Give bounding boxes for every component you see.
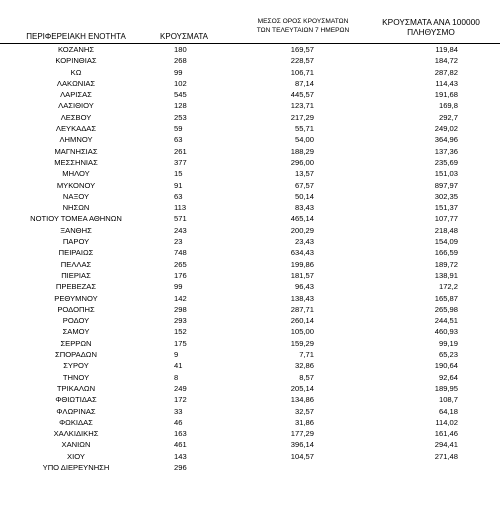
cell-region: ΜΕΣΣΗΝΙΑΣ — [54, 157, 98, 167]
table-row — [0, 225, 504, 236]
header-cases-per-100k — [366, 18, 496, 37]
table-row — [0, 383, 504, 394]
cell-region: ΛΑΣΙΘΙΟΥ — [58, 101, 94, 111]
cell-cases: 571 — [174, 214, 187, 224]
cell-cases-per-100k: 460,93 — [434, 327, 458, 337]
cell-cases-per-100k: 107,77 — [434, 214, 458, 224]
cell-cases: 99 — [174, 67, 183, 77]
cell-7day-average: 169,57 — [290, 45, 314, 54]
cell-cases-per-100k: 114,02 — [435, 417, 458, 427]
cell-cases-per-100k: 287,82 — [434, 67, 458, 77]
cell-cases: 8 — [174, 372, 179, 382]
cell-cases-per-100k: 189,95 — [434, 383, 458, 393]
cell-cases: 265 — [174, 259, 187, 269]
cell-7day-average: 287,71 — [290, 304, 314, 314]
cell-cases: 253 — [174, 112, 187, 122]
cell-7day-average: 13,57 — [294, 169, 314, 179]
cell-cases: 152 — [174, 327, 187, 337]
cell-cases: 249 — [174, 383, 187, 393]
cell-7day-average: 134,86 — [290, 395, 314, 405]
table-row — [0, 338, 504, 349]
table-row — [0, 89, 504, 100]
cell-cases: 163 — [174, 429, 187, 439]
cell-region: ΣΠΟΡΑΔΩΝ — [55, 350, 97, 360]
cell-cases-per-100k: 218,48 — [434, 225, 458, 235]
table-row — [0, 270, 504, 281]
cell-cases-per-100k: 244,51 — [434, 316, 458, 326]
cell-cases-per-100k: 189,72 — [434, 259, 458, 269]
table-row — [0, 236, 504, 247]
cell-7day-average: 87,14 — [294, 78, 314, 88]
cell-region: ΦΘΙΩΤΙΔΑΣ — [55, 395, 97, 405]
cell-cases: 293 — [174, 316, 187, 326]
cell-cases: 102 — [174, 78, 187, 88]
cell-7day-average: 83,43 — [294, 203, 314, 213]
cell-cases: 298 — [174, 304, 187, 314]
cell-7day-average: 105,00 — [290, 327, 314, 337]
cell-cases-per-100k: 166,59 — [434, 248, 458, 258]
cell-cases-per-100k: 151,03 — [434, 169, 458, 179]
table-row — [0, 281, 504, 292]
cell-region: ΚΟΡΙΝΘΙΑΣ — [55, 56, 97, 66]
cell-cases-per-100k: 137,36 — [434, 146, 458, 156]
cell-cases-per-100k: 184,72 — [434, 56, 458, 66]
header-7day-average-line2: ΤΩΝ ΤΕΛΕΥΤΑΙΩΝ 7 ΗΜΕΡΩΝ — [256, 26, 350, 34]
cell-cases: 268 — [174, 56, 187, 66]
cell-cases: 296 — [174, 462, 187, 472]
cell-cases-per-100k: 265,98 — [434, 304, 458, 314]
cell-cases-per-100k: 169,8 — [438, 101, 458, 111]
cell-cases: 461 — [174, 440, 187, 450]
cell-7day-average: 23,43 — [294, 237, 314, 247]
cell-7day-average: 8,57 — [299, 372, 314, 382]
cell-7day-average: 260,14 — [290, 316, 314, 326]
cell-cases-per-100k: 154,09 — [434, 237, 458, 247]
cell-cases-per-100k: 92,64 — [438, 372, 458, 382]
cell-region: ΛΑΚΩΝΙΑΣ — [56, 78, 96, 88]
cell-7day-average: 32,57 — [294, 406, 314, 416]
cell-region: ΛΑΡΙΣΑΣ — [60, 90, 92, 100]
table-row — [0, 146, 504, 157]
cell-region: ΚΩ — [70, 67, 82, 77]
cell-region: ΦΩΚΙΔΑΣ — [59, 417, 93, 427]
table-row — [0, 259, 504, 270]
table-row — [0, 134, 504, 145]
cell-region: ΜΗΛΟΥ — [62, 169, 90, 179]
cell-cases: 33 — [174, 406, 183, 416]
cell-region: ΠΕΛΛΑΣ — [60, 259, 92, 269]
cell-region: ΤΡΙΚΑΛΩΝ — [56, 383, 96, 393]
cell-region: ΞΑΝΘΗΣ — [60, 225, 92, 235]
table-row — [0, 55, 504, 66]
cell-region: ΡΟΔΟΥ — [62, 316, 90, 326]
header-cases-per-100k-line2: ΠΛΗΘΥΣΜΟ — [407, 26, 455, 37]
cell-region: ΧΑΛΚΙΔΙΚΗΣ — [53, 429, 99, 439]
cell-7day-average: 205,14 — [290, 383, 314, 393]
cell-region: ΣΑΜΟΥ — [62, 327, 90, 337]
cell-cases-per-100k: 191,68 — [434, 90, 458, 100]
cell-7day-average: 31,86 — [294, 417, 314, 427]
cell-7day-average: 54,00 — [294, 135, 314, 145]
cell-cases: 172 — [174, 395, 187, 405]
cell-cases-per-100k: 165,87 — [434, 293, 458, 303]
cell-region: ΠΕΙΡΑΙΩΣ — [58, 248, 94, 258]
cell-cases-per-100k: 114,43 — [435, 78, 458, 88]
cell-cases-per-100k: 65,23 — [438, 350, 458, 360]
table-row — [0, 304, 504, 315]
cell-cases-per-100k: 64,18 — [438, 406, 458, 416]
cell-cases-per-100k: 292,7 — [438, 112, 458, 122]
cell-7day-average: 200,29 — [290, 225, 314, 235]
table-row — [0, 213, 504, 224]
cell-7day-average: 123,71 — [290, 101, 314, 111]
cell-region: ΛΕΥΚΑΔΑΣ — [55, 124, 97, 134]
cell-region: ΠΑΡΟΥ — [62, 237, 90, 247]
cell-cases: 128 — [174, 101, 187, 111]
header-7day-average — [240, 18, 366, 35]
cell-7day-average: 50,14 — [294, 191, 314, 201]
cell-cases: 63 — [174, 135, 183, 145]
cell-region: ΝΑΞΟΥ — [62, 191, 90, 201]
cell-7day-average: 55,71 — [294, 124, 314, 134]
cell-7day-average: 228,57 — [290, 56, 314, 66]
table-row — [0, 417, 504, 428]
table-row — [0, 100, 504, 111]
cell-cases-per-100k: 271,48 — [434, 451, 458, 461]
cell-cases: 46 — [174, 417, 183, 427]
cell-7day-average: 7,71 — [299, 350, 314, 360]
cell-cases-per-100k: 172,2 — [438, 282, 458, 292]
cell-region: ΡΕΘΥΜΝΟΥ — [54, 293, 98, 303]
table-row — [0, 428, 504, 439]
cell-7day-average: 296,00 — [290, 157, 314, 167]
header-cases: ΚΡΟΥΣΜΑΤΑ — [160, 32, 208, 41]
cell-region: ΝΗΣΩΝ — [62, 203, 90, 213]
table-row — [0, 372, 504, 383]
table-row — [0, 202, 504, 213]
table-row — [0, 360, 504, 371]
table-row — [0, 326, 504, 337]
cell-cases-per-100k: 249,02 — [434, 124, 458, 134]
table-row — [0, 157, 504, 168]
table-row — [0, 406, 504, 417]
cell-region: ΣΕΡΡΩΝ — [60, 338, 92, 348]
header-region: ΠΕΡΙΦΕΡΕΙΑΚΗ ΕΝΟΤΗΤΑ — [26, 32, 126, 41]
table-row — [0, 349, 504, 360]
cell-7day-average: 199,86 — [290, 259, 314, 269]
header-cases-per-100k-line1: ΚΡΟΥΣΜΑΤΑ ΑΝΑ 100000 — [382, 17, 480, 27]
table-row — [0, 78, 504, 89]
cell-region: ΧΑΝΙΩΝ — [61, 440, 91, 450]
table-row — [0, 451, 504, 462]
cell-cases: 63 — [174, 191, 183, 201]
cell-7day-average: 396,14 — [290, 440, 314, 450]
cell-region: ΜΑΓΝΗΣΙΑΣ — [54, 146, 98, 156]
table-row — [0, 180, 504, 191]
cell-cases: 143 — [174, 451, 187, 461]
cell-7day-average: 188,29 — [290, 146, 314, 156]
table-row — [0, 462, 504, 473]
cell-region: ΛΗΜΝΟΥ — [59, 135, 93, 145]
cell-cases: 175 — [174, 338, 187, 348]
cell-region: ΛΕΣΒΟΥ — [60, 112, 92, 122]
cell-region: ΡΟΔΟΠΗΣ — [57, 304, 95, 314]
cell-region: ΠΙΕΡΙΑΣ — [61, 270, 91, 280]
cell-cases-per-100k: 151,37 — [434, 203, 458, 213]
cell-7day-average: 67,57 — [294, 180, 314, 190]
table-row — [0, 112, 504, 123]
header-7day-average-line1: ΜΕΣΟΣ ΟΡΟΣ ΚΡΟΥΣΜΑΤΩΝ — [257, 18, 349, 25]
cell-cases: 91 — [174, 180, 183, 190]
table-row — [0, 315, 504, 326]
cell-region: ΧΙΟΥ — [67, 451, 85, 461]
cell-cases-per-100k: 119,84 — [435, 45, 458, 54]
cell-cases-per-100k: 302,35 — [434, 191, 458, 201]
cell-region: ΚΟΖΑΝΗΣ — [57, 45, 95, 54]
cell-cases-per-100k: 190,64 — [434, 361, 458, 371]
table-row — [0, 44, 504, 55]
cell-cases: 41 — [174, 361, 183, 371]
cell-cases: 261 — [174, 146, 187, 156]
cell-7day-average: 138,43 — [290, 293, 314, 303]
table-row — [0, 67, 504, 78]
cell-cases: 99 — [174, 282, 183, 292]
cell-region: ΜΥΚΟΝΟΥ — [56, 180, 96, 190]
cell-cases-per-100k: 138,91 — [434, 270, 458, 280]
cell-7day-average: 217,29 — [290, 112, 314, 122]
table-row — [0, 293, 504, 304]
cell-cases: 9 — [174, 350, 179, 360]
cell-cases: 377 — [174, 157, 187, 167]
cell-cases: 142 — [174, 293, 187, 303]
cell-7day-average: 177,29 — [290, 429, 314, 439]
cell-region: ΣΥΡΟΥ — [63, 361, 89, 371]
cell-7day-average: 445,57 — [290, 90, 314, 100]
cell-cases: 545 — [174, 90, 187, 100]
cell-cases: 748 — [174, 248, 187, 258]
table-body — [0, 44, 504, 473]
cell-cases-per-100k: 235,69 — [434, 157, 458, 167]
cell-region: ΝΟΤΙΟΥ ΤΟΜΕΑ ΑΘΗΝΩΝ — [30, 214, 122, 224]
cell-cases-per-100k: 161,46 — [434, 429, 458, 439]
cell-region: ΦΛΩΡΙΝΑΣ — [56, 406, 96, 416]
cell-region: ΥΠΟ ΔΙΕΡΕΥΝΗΣΗ — [42, 462, 110, 472]
table-row — [0, 439, 504, 450]
table-row — [0, 168, 504, 179]
cell-cases-per-100k: 294,41 — [434, 440, 458, 450]
cell-cases: 243 — [174, 225, 187, 235]
cell-cases: 176 — [174, 270, 187, 280]
table-row — [0, 394, 504, 405]
cell-7day-average: 181,57 — [290, 270, 314, 280]
cell-cases-per-100k: 364,96 — [434, 135, 458, 145]
cell-cases-per-100k: 99,19 — [438, 338, 458, 348]
table-row — [0, 191, 504, 202]
cell-7day-average: 32,86 — [294, 361, 314, 371]
cell-cases: 15 — [174, 169, 183, 179]
cell-cases-per-100k: 897,97 — [434, 180, 458, 190]
cell-cases: 59 — [174, 124, 183, 134]
cell-7day-average: 634,43 — [290, 248, 314, 258]
cell-region: ΠΡΕΒΕΖΑΣ — [55, 282, 97, 292]
cell-cases: 23 — [174, 237, 183, 247]
cell-region: ΤΗΝΟΥ — [62, 372, 90, 382]
table-header — [0, 0, 504, 44]
cell-cases: 180 — [174, 45, 187, 54]
cell-7day-average: 104,57 — [290, 451, 314, 461]
cell-cases-per-100k: 108,7 — [438, 395, 458, 405]
table-row — [0, 123, 504, 134]
cell-7day-average: 159,29 — [290, 338, 314, 348]
table-row — [0, 247, 504, 258]
cell-7day-average: 106,71 — [290, 67, 314, 77]
cell-7day-average: 465,14 — [290, 214, 314, 224]
cell-7day-average: 96,43 — [294, 282, 314, 292]
cell-cases: 113 — [174, 203, 187, 213]
